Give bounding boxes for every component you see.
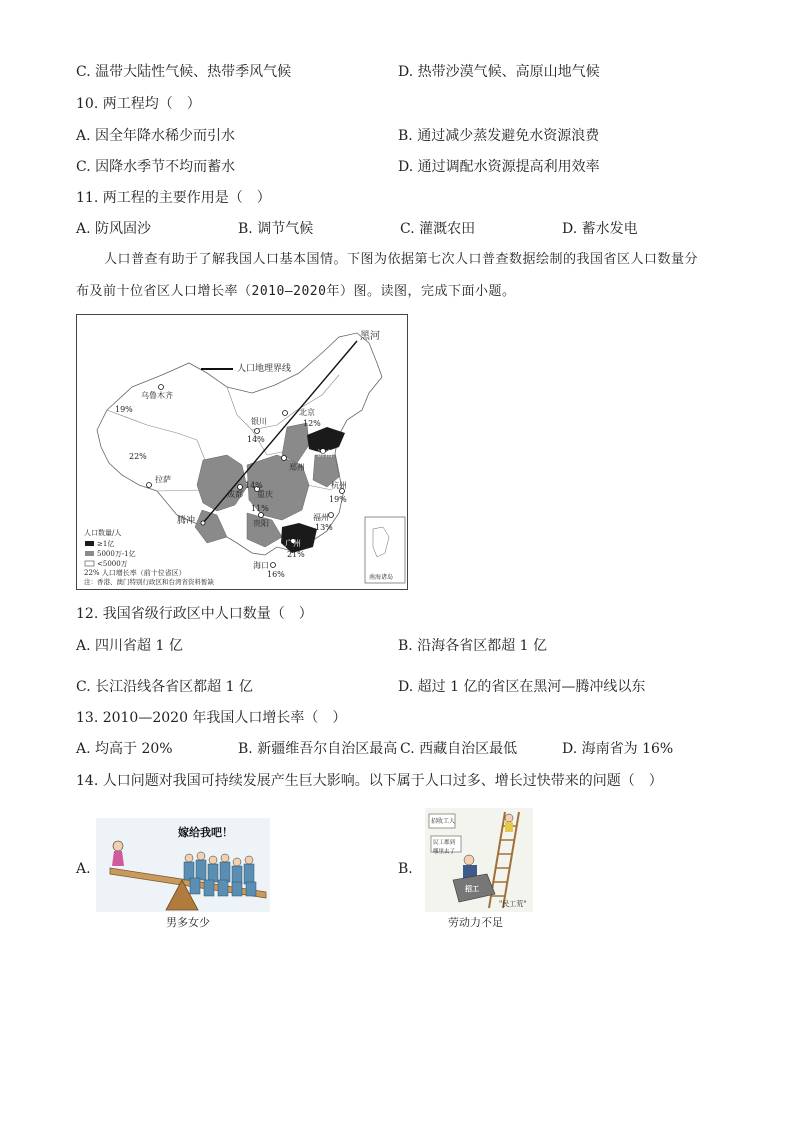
label-guangzhou: 广州 — [285, 539, 301, 548]
legend-rate-note: 22% 人口增长率（前十位省区） — [84, 569, 186, 577]
q13-option-b[interactable]: B. 新疆维吾尔自治区最高 — [238, 741, 398, 757]
legend-gray-label: 5000万-1亿 — [97, 550, 136, 558]
q12-option-d[interactable]: D. 超过 1 亿的省区在黑河—腾冲线以东 — [398, 679, 646, 695]
label-haikou: 海口 — [253, 561, 269, 570]
rate-chongqing: 14% — [245, 481, 263, 490]
q13-stem: 13. 2010—2020 年我国人口增长率（ ） — [76, 710, 347, 726]
rate-ningxia: 14% — [247, 435, 265, 444]
q11-option-b[interactable]: B. 调节气候 — [238, 221, 314, 237]
q11-option-c[interactable]: C. 灌溉农田 — [400, 221, 476, 237]
label-chongqing: 重庆 — [257, 490, 273, 499]
q14-caption-a: 男多女少 — [166, 916, 210, 929]
rate-zhejiang: 19% — [329, 495, 347, 504]
label-lhasa: 拉萨 — [155, 475, 171, 484]
q12-option-c[interactable]: C. 长江沿线各省区都超 1 亿 — [76, 679, 253, 695]
q14-picture-a[interactable] — [96, 818, 270, 912]
label-heihe: 黑河 — [360, 331, 380, 342]
q13-option-d[interactable]: D. 海南省为 16% — [562, 741, 674, 757]
q13-option-a[interactable]: A. 均高于 20% — [76, 741, 173, 757]
q14-picture-b[interactable] — [425, 808, 533, 912]
intro-line-1: 人口普查有助于了解我国人口基本国情。下图为依据第七次人口普查数据绘制的我国省区人口数量分 — [104, 252, 699, 267]
label-guiyang: 贵阳 — [253, 519, 269, 528]
legend-swatch-white — [85, 561, 94, 566]
label-tengchong: 腾冲 — [177, 516, 196, 526]
q10-option-a[interactable]: A. 因全年降水稀少而引水 — [76, 128, 236, 144]
rate-xinjiang: 19% — [115, 405, 133, 414]
rate-fujian: 13% — [315, 523, 333, 532]
q11-option-a[interactable]: A. 防风固沙 — [76, 221, 152, 237]
q11-option-d[interactable]: D. 蓄水发电 — [562, 221, 638, 237]
q10-option-d[interactable]: D. 通过调配水资源提高利用效率 — [398, 159, 600, 175]
seesaw-bubble-text: 嫁给我吧！ — [178, 826, 233, 839]
legend-white-label: <5000万 — [97, 560, 128, 568]
label-fuzhou: 福州 — [313, 513, 329, 522]
label-zhengzhou: 郑州 — [289, 463, 305, 472]
inset-label: 南海诸岛 — [369, 574, 394, 581]
q9-option-d[interactable]: D. 热带沙漠气候、高原山地气候 — [398, 64, 600, 80]
q11-stem: 11. 两工程的主要作用是（ ） — [76, 190, 271, 206]
label-urumqi: 乌鲁木齐 — [141, 391, 173, 400]
labor-sign-1: 招收工人 — [431, 818, 456, 825]
label-jinan: 济南 — [317, 449, 333, 458]
q10-option-b[interactable]: B. 通过减少蒸发避免水资源浪费 — [398, 128, 600, 144]
q9-option-c[interactable]: C. 温带大陆性气候、热带季风气候 — [76, 64, 292, 80]
label-chengdu: 成都 — [227, 490, 243, 499]
labor-board-text: 招工 — [465, 884, 479, 893]
q14-option-b-letter[interactable]: B. — [398, 861, 413, 877]
legend-swatch-dark — [85, 541, 94, 546]
legend-footnote: 注：香港、澳门特别行政区和台湾省资料暂缺 — [84, 578, 214, 586]
label-yinchuan: 银川 — [251, 417, 267, 426]
rate-tibet: 22% — [129, 452, 147, 461]
q12-stem: 12. 我国省级行政区中人口数量（ ） — [76, 606, 313, 622]
rate-hainan: 16% — [267, 570, 285, 579]
rate-guizhou: 11% — [251, 504, 269, 513]
label-hangzhou: 杭州 — [331, 481, 347, 490]
intro-line-2: 布及前十位省区人口增长率（2010—2020年）图。读图，完成下面小题。 — [76, 284, 516, 299]
line-legend-label: 人口地理界线 — [237, 364, 292, 374]
q13-option-c[interactable]: C. 西藏自治区最低 — [400, 741, 518, 757]
legend-swatch-gray — [85, 551, 94, 556]
population-map — [76, 314, 408, 590]
labor-sign-2: 民工都到哪里去了 — [433, 840, 456, 855]
labor-shortage-label: "民工荒" — [499, 900, 527, 908]
q10-option-c[interactable]: C. 因降水季节不均而蓄水 — [76, 159, 236, 175]
q12-option-a[interactable]: A. 四川省超 1 亿 — [76, 638, 183, 654]
legend-title: 人口数量/人 — [84, 529, 122, 537]
label-beijing: 北京 — [299, 408, 315, 417]
legend-dark-label: ≥1亿 — [97, 540, 115, 548]
q14-option-a-letter[interactable]: A. — [76, 861, 91, 877]
q12-option-b[interactable]: B. 沿海各省区都超 1 亿 — [398, 638, 547, 654]
q10-stem: 10. 两工程均（ ） — [76, 96, 201, 112]
rate-guangdong: 21% — [287, 550, 305, 559]
q14-caption-b: 劳动力不足 — [448, 916, 503, 929]
q14-stem: 14. 人口问题对我国可持续发展产生巨大影响。以下属于人口过多、增长过快带来的问题（ ） — [76, 773, 663, 789]
rate-beijing: 12% — [303, 419, 321, 428]
